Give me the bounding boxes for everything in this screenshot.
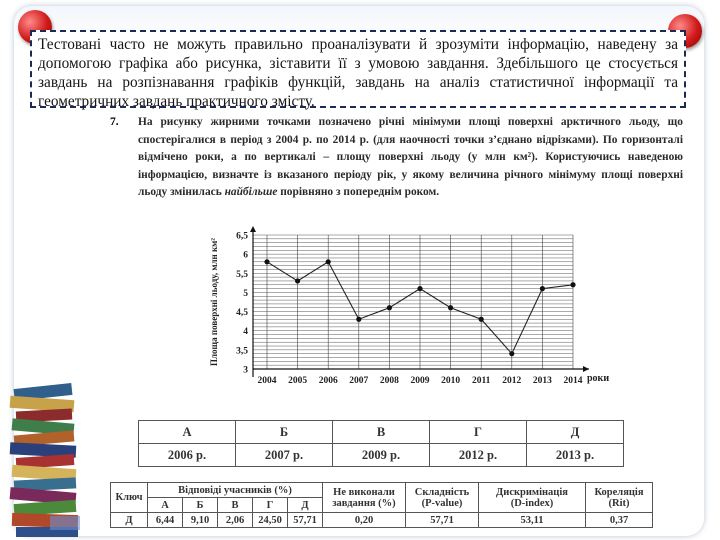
correlation-value: 0,37 <box>586 513 653 528</box>
decor-tag <box>50 516 80 530</box>
data-point <box>570 282 575 287</box>
x-tick-label: 2014 <box>563 376 583 386</box>
y-axis-label: Площа поверхні льоду, млн км² <box>209 238 219 366</box>
correlation-header-line: Кореляція <box>594 486 644 498</box>
not-done-header-line: завдання (%) <box>332 497 396 509</box>
y-tick-label: 3,5 <box>236 346 248 357</box>
answer-letter: А <box>139 421 236 444</box>
data-point <box>387 305 392 310</box>
correlation-header <box>586 483 653 513</box>
percent-value: 57,71 <box>288 513 323 528</box>
percent-value: 24,50 <box>253 513 288 528</box>
y-tick-label: 5,5 <box>236 269 248 280</box>
intro-text: Тестовані часто не можуть правильно проаналізувати й зрозуміти інформацію, наведену за допомогою графіка або рисунка, зіставити її з умовою завдання. Здебільшого це стосується завдань на розпізнавання графіків функцій, завдань на аналіз статистичної інформації та геометричних завдань практичного змісту. <box>38 36 678 110</box>
y-tick-label: 4 <box>243 327 248 338</box>
data-point <box>448 305 453 310</box>
x-tick-label: 2008 <box>379 376 399 386</box>
difficulty-value: 57,71 <box>406 513 479 528</box>
task-text-emphasis: найбільше <box>224 186 278 199</box>
y-tick-label: 4,5 <box>236 308 248 319</box>
intro-box <box>30 30 686 108</box>
answer-letter: Б <box>236 421 333 444</box>
answer-value: 2009 р. <box>333 444 430 467</box>
x-axis-label: роки <box>587 373 610 384</box>
stats-letter: В <box>218 498 253 513</box>
x-tick-label: 2010 <box>441 376 461 386</box>
y-tick-label: 5 <box>243 288 248 299</box>
discrimination-header-line: Дискримінація <box>496 486 568 498</box>
answers-header: Відповіді учасників (%) <box>148 483 323 498</box>
data-point <box>356 317 361 322</box>
answer-letter: Г <box>430 421 527 444</box>
not-done-header-line: Не виконали <box>333 486 395 498</box>
stats-letter: А <box>148 498 183 513</box>
y-axis-arrow <box>250 226 256 232</box>
stats-header-row <box>111 483 653 498</box>
answer-letter: В <box>333 421 430 444</box>
difficulty-header <box>406 483 479 513</box>
answer-letters-row <box>139 421 624 444</box>
task-text-after: порівняно з попереднім роком. <box>277 186 440 199</box>
data-point <box>264 259 269 264</box>
data-point <box>326 259 331 264</box>
data-point <box>417 286 422 291</box>
x-tick-label: 2013 <box>532 376 552 386</box>
ice-area-line-chart <box>205 225 625 410</box>
x-tick-label: 2006 <box>318 376 338 386</box>
key-header: Ключ <box>111 483 148 513</box>
x-tick-label: 2011 <box>471 376 491 386</box>
stats-letter: Б <box>183 498 218 513</box>
answer-options-table <box>138 420 624 467</box>
difficulty-header-line: Складність <box>414 486 470 498</box>
stats-letter: Д <box>288 498 323 513</box>
stats-letter: Г <box>253 498 288 513</box>
task-number: 7. <box>110 116 119 128</box>
data-point <box>540 286 545 291</box>
data-point <box>295 278 300 283</box>
percent-value: 9,10 <box>183 513 218 528</box>
y-tick-label: 3 <box>243 365 248 376</box>
not-done-value: 0,20 <box>323 513 406 528</box>
y-tick-label: 6,5 <box>236 231 248 242</box>
answer-letter: Д <box>527 421 624 444</box>
x-tick-label: 2007 <box>349 376 369 386</box>
not-done-header <box>323 483 406 513</box>
statistics-table <box>110 482 653 528</box>
x-tick-label: 2005 <box>288 376 308 386</box>
discrimination-header <box>479 483 586 513</box>
discrimination-header-line: (D-index) <box>510 497 554 509</box>
key-value: Д <box>111 513 148 528</box>
percent-value: 2,06 <box>218 513 253 528</box>
y-tick-label: 6 <box>243 250 248 261</box>
x-tick-label: 2009 <box>410 376 430 386</box>
data-point <box>509 351 514 356</box>
answer-values-row <box>139 444 624 467</box>
discrimination-value: 53,11 <box>479 513 586 528</box>
books-stack-icon <box>4 378 92 538</box>
x-tick-label: 2004 <box>257 376 277 386</box>
x-axis-arrow <box>583 366 589 372</box>
answer-value: 2012 р. <box>430 444 527 467</box>
difficulty-header-line: (P-value) <box>421 497 463 509</box>
stats-values-row <box>111 513 653 528</box>
correlation-header-line: (Rit) <box>608 497 630 509</box>
data-point <box>479 317 484 322</box>
task-text <box>138 114 683 202</box>
task-text-before: На рисунку жирними точками позначено річні мінімуми площі поверхні арктичного льоду, що спостерігалися в період з 2004 р. по 2014 р. (для наочності точки з’єднано відрізками). По горизонталі відмічено роки, а по вертикалі – площу поверхні льоду (у млн км²). Користуючись наведеною інформацією, визначте із вказаного періоду рік, у якому величина річного мінімуму площі поверхні льоду змінилась <box>138 116 683 199</box>
x-tick-label: 2012 <box>502 376 522 386</box>
answer-value: 2013 р. <box>527 444 624 467</box>
answer-value: 2007 р. <box>236 444 333 467</box>
answer-value: 2006 р. <box>139 444 236 467</box>
percent-value: 6,44 <box>148 513 183 528</box>
